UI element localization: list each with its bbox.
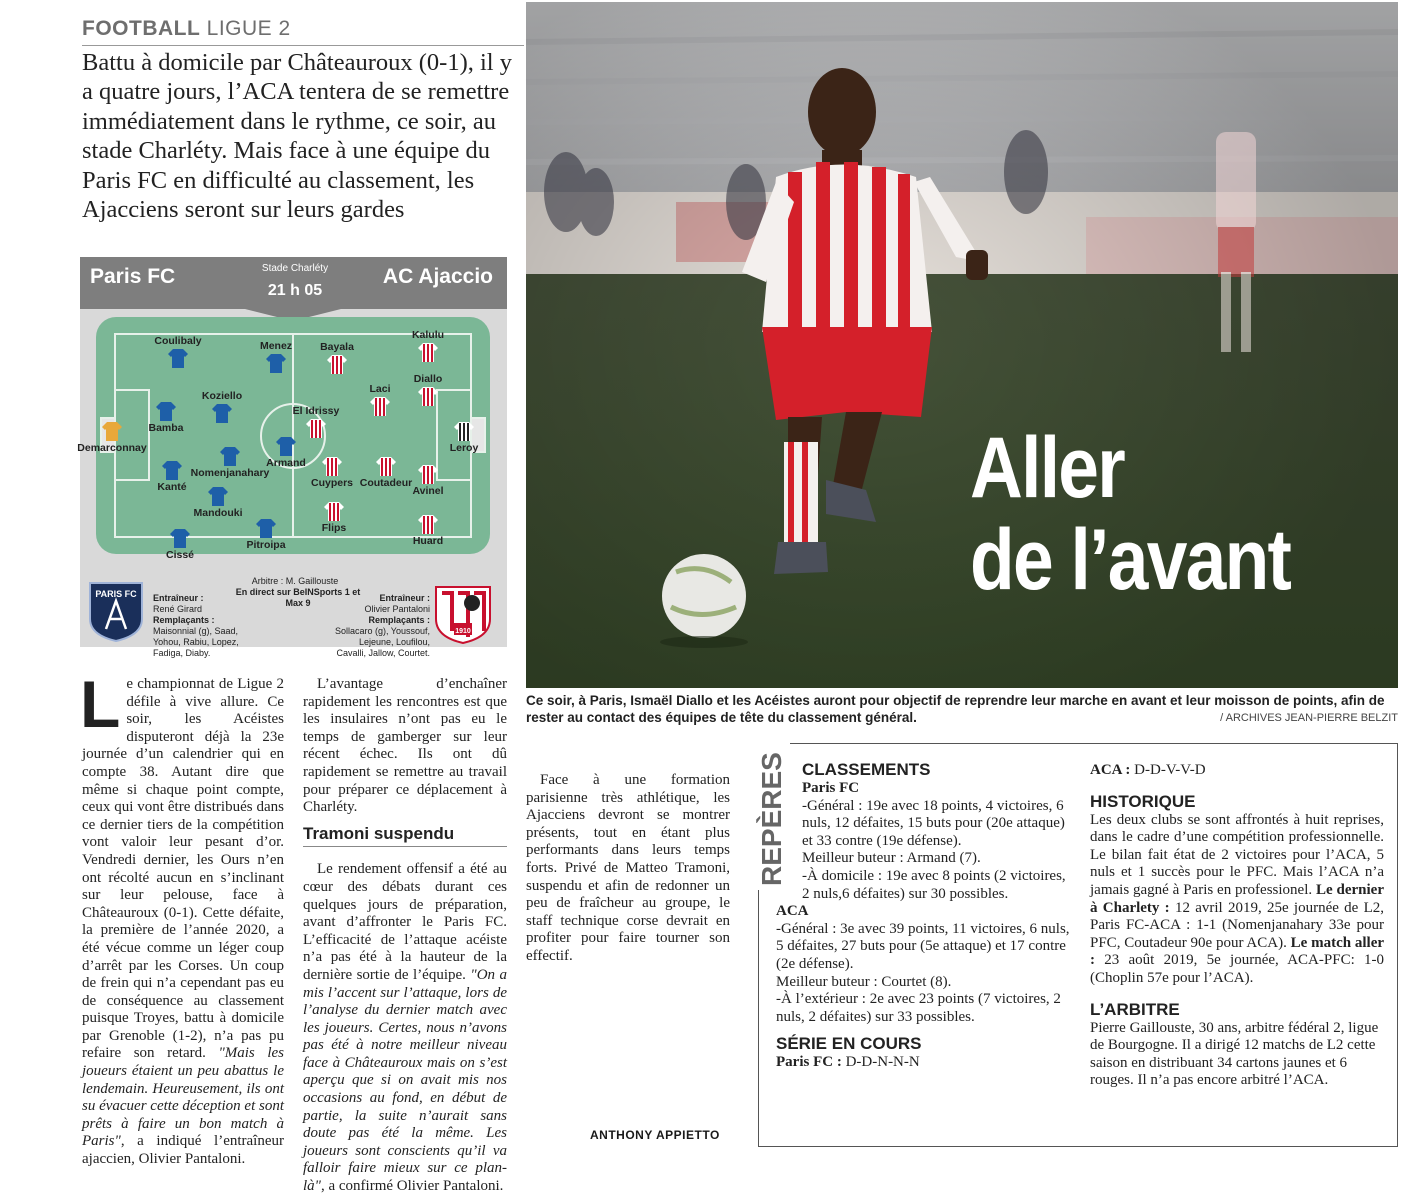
player-name: Diallo bbox=[413, 373, 443, 385]
player-name: Laci bbox=[369, 383, 391, 395]
reperes-right bbox=[1090, 762, 1384, 1090]
quote-2: "On a mis l’accent sur l’attaque, lors de l’analyse du dernier match avec les joueurs. Certes, nous n’avons pas été à notre meilleur niveau face à Châteauroux mais on s’est aperçu que si on avait mis nos occasions au fond, en début de partie, la suite n’aurait sans doute pas été la même. Les joueurs sont conscients qu’il va falloir faire mieux sur ce plan-là" bbox=[303, 966, 507, 1195]
venue: Stade Charléty bbox=[261, 263, 329, 274]
quote-1: "Mais les joueurs étaient un peu abattus le lendemain. Heureusement, ils ont su évacuer cette déception et sont prêts à faire un bon match à Paris" bbox=[82, 1045, 285, 1150]
section-name: FOOTBALL bbox=[82, 17, 201, 40]
historique-last: 12 avril 2019, 25e journée de L2, Paris FC-ACA : 1-1 (Nomenjanahary 33e pour PFC, Coutadeur 90e pour ACA). bbox=[1090, 899, 1384, 951]
home-subs-label: Remplaçants : bbox=[153, 615, 215, 625]
player-name: Menez bbox=[259, 340, 293, 352]
away-team-name: AC Ajaccio bbox=[382, 265, 493, 288]
player-name: Huard bbox=[412, 535, 444, 547]
historique-title: HISTORIQUE bbox=[1090, 791, 1196, 811]
paragraph-3 bbox=[303, 861, 507, 1195]
serie-pfc: D-D-N-N-N bbox=[845, 1054, 920, 1071]
aca-general: -Général : 3e avec 39 points, 11 victoires, 6 nuls, 5 défaites, 27 buts pour (5e attaque) et 17 contre (2e défense). bbox=[776, 920, 1070, 972]
home-player bbox=[138, 335, 218, 369]
headline-line-1: Aller bbox=[970, 420, 1125, 516]
player-name: Flips bbox=[321, 522, 347, 534]
player-name: Koziello bbox=[201, 390, 243, 402]
home-subs: Maisonnial (g), Saad, Yohou, Rabiu, Lopez, Fadiga, Diaby. bbox=[153, 626, 239, 658]
away-staff bbox=[330, 593, 430, 659]
byline: ANTHONY APPIETTO bbox=[590, 1128, 720, 1142]
classements-title: CLASSEMENTS bbox=[802, 760, 931, 779]
player-name: Cuypers bbox=[310, 477, 353, 489]
away-player bbox=[388, 329, 468, 363]
historique-last-label: Le dernier à Charlety : bbox=[1090, 881, 1385, 916]
away-player bbox=[276, 405, 356, 439]
section-kicker bbox=[82, 17, 291, 41]
serie-pfc-label: Paris FC : bbox=[776, 1054, 842, 1071]
paragraph-3-end: , a confirmé Olivier Pantaloni. bbox=[320, 1178, 504, 1195]
subhead: Tramoni suspendu bbox=[303, 825, 507, 848]
headline bbox=[970, 422, 1290, 606]
player-name: Kanté bbox=[157, 481, 187, 493]
home-coach: René Girard bbox=[153, 604, 203, 614]
player-name: Coutadeur bbox=[359, 477, 413, 489]
svg-text:PARIS FC: PARIS FC bbox=[95, 589, 137, 599]
home-team-name: Paris FC bbox=[90, 265, 176, 288]
reperes-label: REPÈRES bbox=[756, 752, 787, 886]
pfc-scorer: Meilleur buteur : Armand (7). bbox=[802, 850, 981, 867]
player-name: Armand bbox=[266, 457, 306, 469]
player-name: Leroy bbox=[449, 442, 479, 454]
away-player bbox=[388, 513, 468, 547]
player-name: Pitroipa bbox=[246, 539, 286, 551]
aca-scorer: Meilleur buteur : Courtet (8). bbox=[776, 973, 952, 990]
player-name: Coulibaly bbox=[154, 335, 202, 347]
headline-line-2: de l’avant bbox=[970, 512, 1291, 608]
arbitre-title: L’ARBITRE bbox=[1090, 999, 1180, 1019]
player-name: Nomenjanahary bbox=[190, 467, 270, 479]
historique-text: Les deux clubs se sont affrontés à huit reprises, dans le cadre d’une compétition professionnelle. Le bilan fait état de 2 victoires pour l’ACA, 5 nuls et 1 succès pour le PFC. Mais l’ACA n’a jamais gagné à Paris en professionel. bbox=[1090, 811, 1384, 898]
away-subs-label: Remplaçants : bbox=[368, 615, 430, 625]
away-player bbox=[292, 455, 372, 489]
player-name: Bayala bbox=[320, 341, 354, 353]
pfc-general: -Général : 19e avec 18 points, 4 victoires, 6 nuls, 12 défaites, 15 buts pour (20e attaque) et 33 contre (19e défense). bbox=[802, 797, 1065, 849]
away-player bbox=[424, 420, 504, 454]
serie-aca-label: ACA : bbox=[1090, 762, 1131, 778]
arbitre-text: Pierre Gaillouste, 30 ans, arbitre fédéral 2, ligue de Bourgogne. Il a dirigé 12 matchs de L2 cette saison en distribuant 34 cartons jaunes et 6 rouges. Il n’a pas encore arbitré l’ACA. bbox=[1090, 1019, 1379, 1089]
paragraph-1-end: , a indiqué l’entraîneur ajaccien, Olivier Pantaloni. bbox=[82, 1133, 284, 1168]
away-coach: Olivier Pantaloni bbox=[364, 604, 430, 614]
match-card bbox=[77, 257, 507, 658]
article-column-3 bbox=[526, 772, 730, 1132]
player-name: Mandouki bbox=[193, 507, 243, 519]
ac-ajaccio-logo bbox=[432, 583, 494, 645]
player-name: Demarconnay bbox=[77, 442, 147, 454]
home-player bbox=[140, 527, 220, 561]
player-name: Kalulu bbox=[411, 329, 445, 341]
away-player bbox=[294, 500, 374, 534]
article-column-2 bbox=[303, 676, 507, 1195]
historique-body bbox=[1090, 812, 1384, 988]
home-player bbox=[178, 485, 258, 519]
player-name: Bamba bbox=[148, 422, 184, 434]
kickoff-time: 21 h 05 bbox=[267, 282, 323, 299]
player-name: Avinel bbox=[412, 485, 444, 497]
paragraph-3-text: Le rendement offensif a été au cœur des débats durant ces quelques jours de préparation, avant d’affronter le Paris FC. L’efficacité de l’attaque acéiste n’a pas été à la hauteur de la dernière sortie de l’équipe. bbox=[303, 861, 507, 983]
chapo: Battu à domicile par Châteauroux (0-1), il y a quatre jours, l’ACA tentera de se remettre immédiatement dans le rythme, ce soir, au stade Charléty. Mais face à une équipe du Paris FC en difficulté au classement, les Ajacciens seront sur leurs gardes bbox=[82, 49, 512, 224]
paris-fc-logo bbox=[86, 579, 146, 643]
photo-caption: Ce soir, à Paris, Ismaël Diallo et les Acéistes auront pour objectif de reprendre leur marche en avant et leur moisson de points, afin de rester au contact des équipes de tête du classement général. bbox=[526, 693, 1385, 725]
home-staff bbox=[153, 593, 263, 659]
historique-aller: 23 août 2019, 5e journée, ACA-PFC: 1-0 (Choplin 57e pour l’ACA). bbox=[1090, 952, 1384, 986]
aca-away: -À l’extérieur : 2e avec 23 points (7 victoires, 2 nuls, 2 défaites) sur 33 possibles. bbox=[776, 991, 1061, 1025]
home-coach-label: Entraîneur : bbox=[153, 593, 204, 603]
referee: Arbitre : M. Gaillouste bbox=[251, 576, 339, 586]
player-name: El Idrissy bbox=[292, 405, 340, 417]
photo-credit: / ARCHIVES JEAN-PIERRE BELZIT bbox=[1220, 712, 1398, 724]
serie-title: SÉRIE EN COURS bbox=[776, 1034, 922, 1054]
serie-aca: D-D-V-V-D bbox=[1134, 762, 1206, 778]
svg-text:1910: 1910 bbox=[455, 628, 471, 635]
reperes-left bbox=[776, 760, 1072, 1072]
paragraph-2: L’avantage d’enchaîner rapidement les rencontres est que les insulaires n’ont pas eu le temps de gamberger sur leur récent échec. Ils ont dû rapidement se remettre au travail pour préparer ce déplacement à Charléty. bbox=[303, 676, 507, 816]
away-coach-label: Entraîneur : bbox=[379, 593, 430, 603]
player-name: Cissé bbox=[165, 549, 195, 561]
dropcap: L bbox=[80, 667, 121, 741]
pfc-home: -À domicile : 19e avec 8 points (2 victoires, 2 nuls,6 défaites) sur 30 possibles. bbox=[802, 867, 1066, 902]
broadcast: En direct sur BeINSports 1 et Max 9 bbox=[235, 587, 361, 608]
paragraph-4: Face à une formation parisienne très athlétique, les Ajacciens devront se montrer présents, tout en étant plus performants dans leurs temps forts. Privé de Matteo Tramoni, suspendu et afin de redonner un peu de fraîcheur au groupe, le staff technique corse devrait en profiter pour faire tourner son effectif. bbox=[526, 772, 730, 964]
column-1-clip bbox=[80, 667, 284, 1146]
historique-aller-label: Le match aller : bbox=[1090, 934, 1385, 969]
home-player bbox=[182, 390, 262, 424]
away-subs: Sollacaro (g), Youssouf, Lejeune, Loufilou, Cavalli, Jallow, Courtet. bbox=[334, 626, 430, 658]
kicker-divider bbox=[82, 45, 524, 46]
league-name: LIGUE 2 bbox=[206, 17, 291, 40]
aca-title: ACA bbox=[776, 903, 809, 920]
pfc-title: Paris FC bbox=[802, 780, 860, 796]
away-player bbox=[297, 341, 377, 375]
paragraph-1: e championnat de Ligue 2 défile à vive allure. Ce soir, les Acéistes disputeront déjà la 23e journée d’un calendrier qui en compte 38. Autant dire que même si chaque point compte, ceux qui vont être distribués dans ce dernier tiers de la compétition vont valoir leur pesant d’or. Vendredi dernier, les Ours n’en ont récolté aucun en s’inclinant sur leur pelouse, face à Châteauroux (0-1). Cette défaite, la première de l’année 2020, a été vécue comme un léger coup d’arrêt par les Corses. Un coup de frein qui n’a cependant pas eu de conséquence au classement puisque Troyes, battu à domicile par Grenoble (1-2), n’a pas pu refaire son retard. bbox=[82, 676, 284, 1062]
